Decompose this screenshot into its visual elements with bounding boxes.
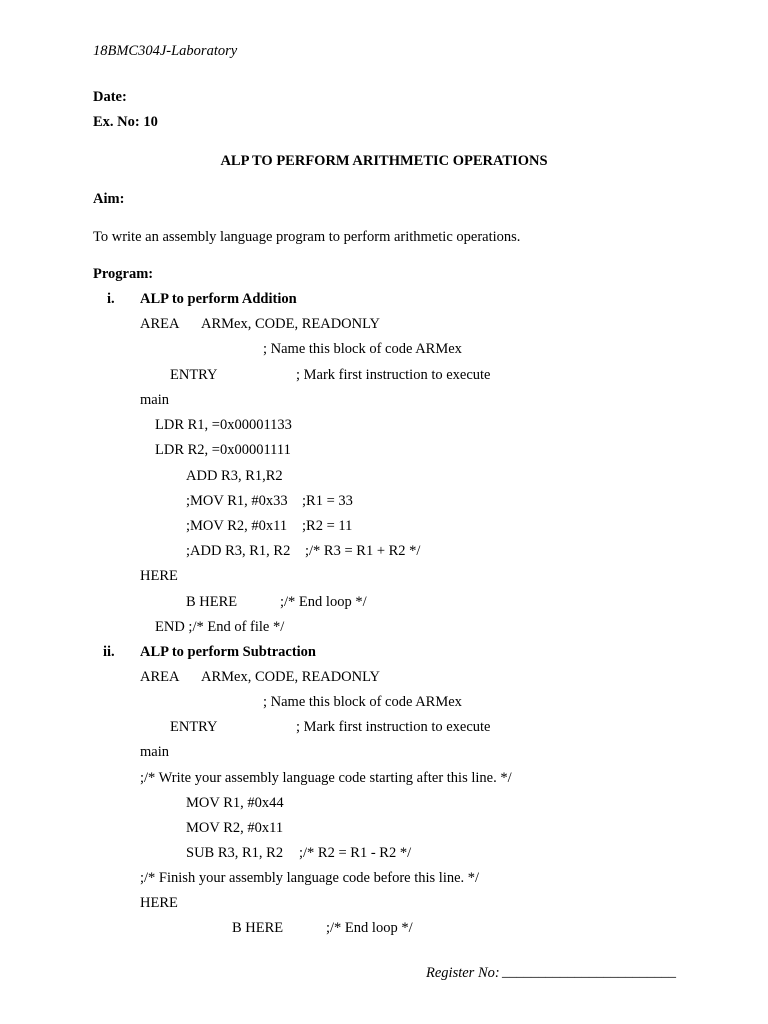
code-line: MOV R2, #0x11 bbox=[186, 820, 284, 836]
course-header: 18BMC304J-Laboratory bbox=[93, 43, 238, 59]
aim-text: To write an assembly language program to perform arithmetic operations. bbox=[93, 229, 521, 245]
code-line: ENTRY bbox=[170, 367, 218, 383]
code-line: LDR R1, =0x00001133 bbox=[155, 417, 292, 433]
code-operands: ARMex, CODE, READONLY bbox=[201, 316, 380, 332]
code-line: END ;/* End of file */ bbox=[155, 619, 285, 635]
code-line: B HERE bbox=[232, 920, 284, 936]
code-comment: ; Mark first instruction to execute bbox=[296, 367, 491, 383]
code-comment: ;/* End loop */ bbox=[326, 920, 413, 936]
code-line: SUB R3, R1, R2 bbox=[186, 845, 284, 861]
aim-label: Aim: bbox=[93, 191, 125, 207]
code-line: ADD R3, R1,R2 bbox=[186, 468, 283, 484]
code-label: HERE bbox=[140, 568, 178, 584]
code-operands: ARMex, CODE, READONLY bbox=[201, 669, 380, 685]
code-line: B HERE bbox=[186, 594, 238, 610]
code-line: AREA bbox=[140, 669, 180, 685]
section-numeral: ii. bbox=[103, 644, 115, 660]
code-comment: ;R2 = 11 bbox=[302, 518, 353, 534]
code-comment: ;/* Finish your assembly language code before this line. */ bbox=[140, 870, 480, 886]
date-label: Date: bbox=[93, 89, 127, 105]
code-line: AREA bbox=[140, 316, 180, 332]
code-comment: ; Mark first instruction to execute bbox=[296, 719, 491, 735]
code-label: HERE bbox=[140, 895, 178, 911]
register-blank-line: ________________________ bbox=[502, 964, 676, 980]
code-label: main bbox=[140, 392, 169, 408]
program-label: Program: bbox=[93, 266, 154, 282]
section-heading: ALP to perform Subtraction bbox=[140, 644, 316, 660]
code-line: ;MOV R2, #0x11 bbox=[186, 518, 288, 534]
code-line: ;MOV R1, #0x33 bbox=[186, 493, 288, 509]
code-line: LDR R2, =0x00001111 bbox=[155, 442, 291, 458]
section-numeral: i. bbox=[107, 291, 115, 307]
code-line: MOV R1, #0x44 bbox=[186, 795, 284, 811]
section-heading: ALP to perform Addition bbox=[140, 291, 297, 307]
page-title: ALP TO PERFORM ARITHMETIC OPERATIONS bbox=[220, 153, 548, 169]
code-comment: ;/* R2 = R1 - R2 */ bbox=[299, 845, 412, 861]
code-comment: ;/* Write your assembly language code starting after this line. */ bbox=[140, 770, 512, 786]
code-comment: ; Name this block of code ARMex bbox=[263, 694, 462, 710]
exercise-number: Ex. No: 10 bbox=[93, 114, 158, 130]
code-comment: ;R1 = 33 bbox=[302, 493, 353, 509]
code-comment: ; Name this block of code ARMex bbox=[263, 341, 462, 357]
code-line: ;ADD R3, R1, R2 bbox=[186, 543, 291, 559]
code-line: ENTRY bbox=[170, 719, 218, 735]
code-comment: ;/* End loop */ bbox=[280, 594, 367, 610]
register-label: Register No: bbox=[426, 965, 500, 981]
code-label: main bbox=[140, 744, 169, 760]
code-comment: ;/* R3 = R1 + R2 */ bbox=[305, 543, 421, 559]
